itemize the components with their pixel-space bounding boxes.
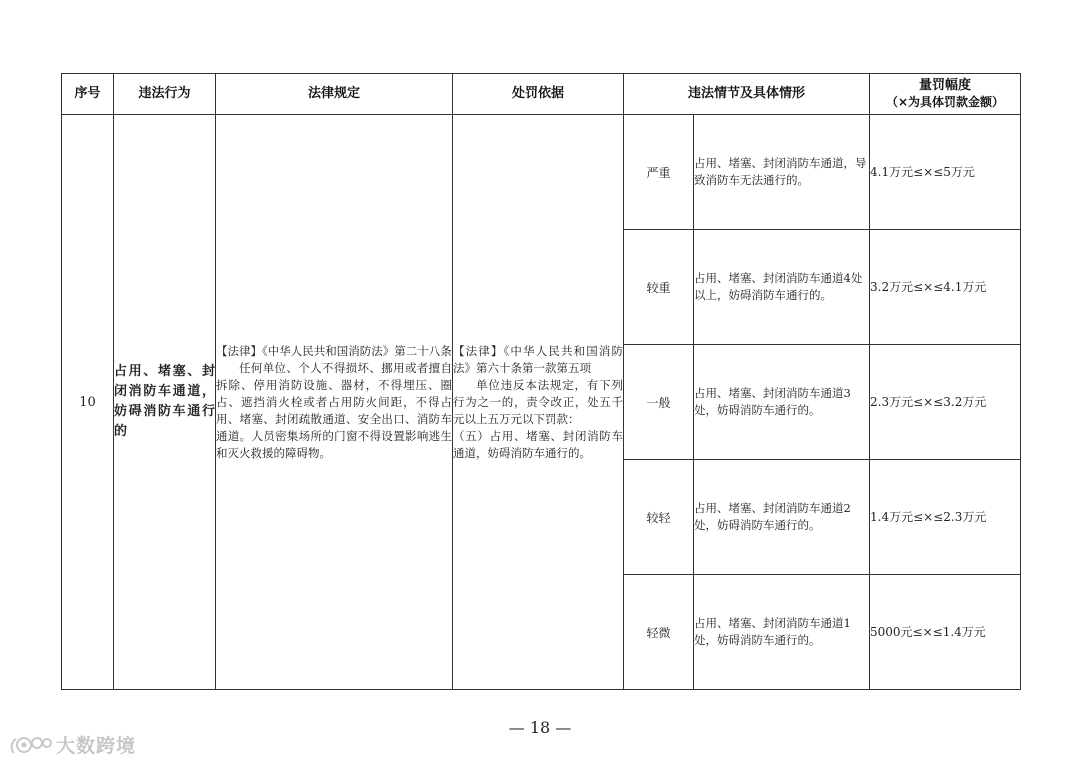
header-law: 法律规定: [216, 74, 453, 115]
detail-heavy: 占用、堵塞、封闭消防车通道4处以上，妨碍消防车通行的。: [694, 230, 870, 345]
law-heading: 【法律】《中华人民共和国消防法》第二十八条: [216, 343, 452, 358]
header-basis: 处罚依据: [453, 74, 624, 115]
table-row: [62, 115, 1021, 230]
header-row: [62, 74, 1021, 115]
row-behavior: 占用、堵塞、封闭消防车通道，妨碍消防车通行的: [114, 115, 216, 690]
level-heavy: 较重: [624, 230, 694, 345]
basis-item: （五）占用、堵塞、封闭消防车通道，妨碍消防车通行的。: [453, 428, 623, 460]
watermark: [8, 731, 136, 758]
header-behavior: 违法行为: [114, 74, 216, 115]
header-seq: 序号: [62, 74, 114, 115]
law-body: 任何单位、个人不得损坏、挪用或者擅自拆除、停用消防设施、器材，不得埋压、圈占、遮挡消火栓或者占用防火间距，不得占用、堵塞、封闭疏散通道、安全出口、消防车通道。人员密集场所的门窗不得设置影响逃生和灭火救援的障碍物。: [216, 360, 452, 460]
header-range: [870, 74, 1021, 115]
page-number: — 18 —: [508, 718, 572, 737]
range-serious: 4.1万元≤×≤5万元: [870, 115, 1021, 230]
watermark-text: 大数跨境: [56, 735, 137, 757]
range-general: 2.3万元≤×≤3.2万元: [870, 345, 1021, 460]
basis-body: 单位违反本法规定，有下列行为之一的，责令改正，处五千元以上五万元以下罚款：: [453, 377, 623, 426]
detail-light: 占用、堵塞、封闭消防车通道2处，妨碍消防车通行的。: [694, 460, 870, 575]
range-heavy: 3.2万元≤×≤4.1万元: [870, 230, 1021, 345]
law-cell: [216, 115, 453, 690]
detail-general: 占用、堵塞、封闭消防车通道3处，妨碍消防车通行的。: [694, 345, 870, 460]
basis-heading: 【法律】《中华人民共和国消防法》第六十条第一款第五项: [453, 343, 623, 375]
level-minor: 轻微: [624, 575, 694, 690]
level-light: 较轻: [624, 460, 694, 575]
level-general: 一般: [624, 345, 694, 460]
basis-cell: [453, 115, 624, 690]
range-light: 1.4万元≤×≤2.3万元: [870, 460, 1021, 575]
detail-serious: 占用、堵塞、封闭消防车通道，导致消防车无法通行的。: [694, 115, 870, 230]
header-circumstance: 违法情节及具体情形: [624, 74, 870, 115]
header-range-line1: 量罚幅度: [919, 78, 972, 93]
level-serious: 严重: [624, 115, 694, 230]
penalty-table: [61, 73, 1021, 690]
detail-minor: 占用、堵塞、封闭消防车通道1处，妨碍消防车通行的。: [694, 575, 870, 690]
header-range-line2: （×为具体罚款金额）: [885, 95, 1005, 109]
weibo-logo-icon: [8, 733, 52, 757]
range-minor: 5000元≤×≤1.4万元: [870, 575, 1021, 690]
row-seq: 10: [62, 115, 114, 690]
